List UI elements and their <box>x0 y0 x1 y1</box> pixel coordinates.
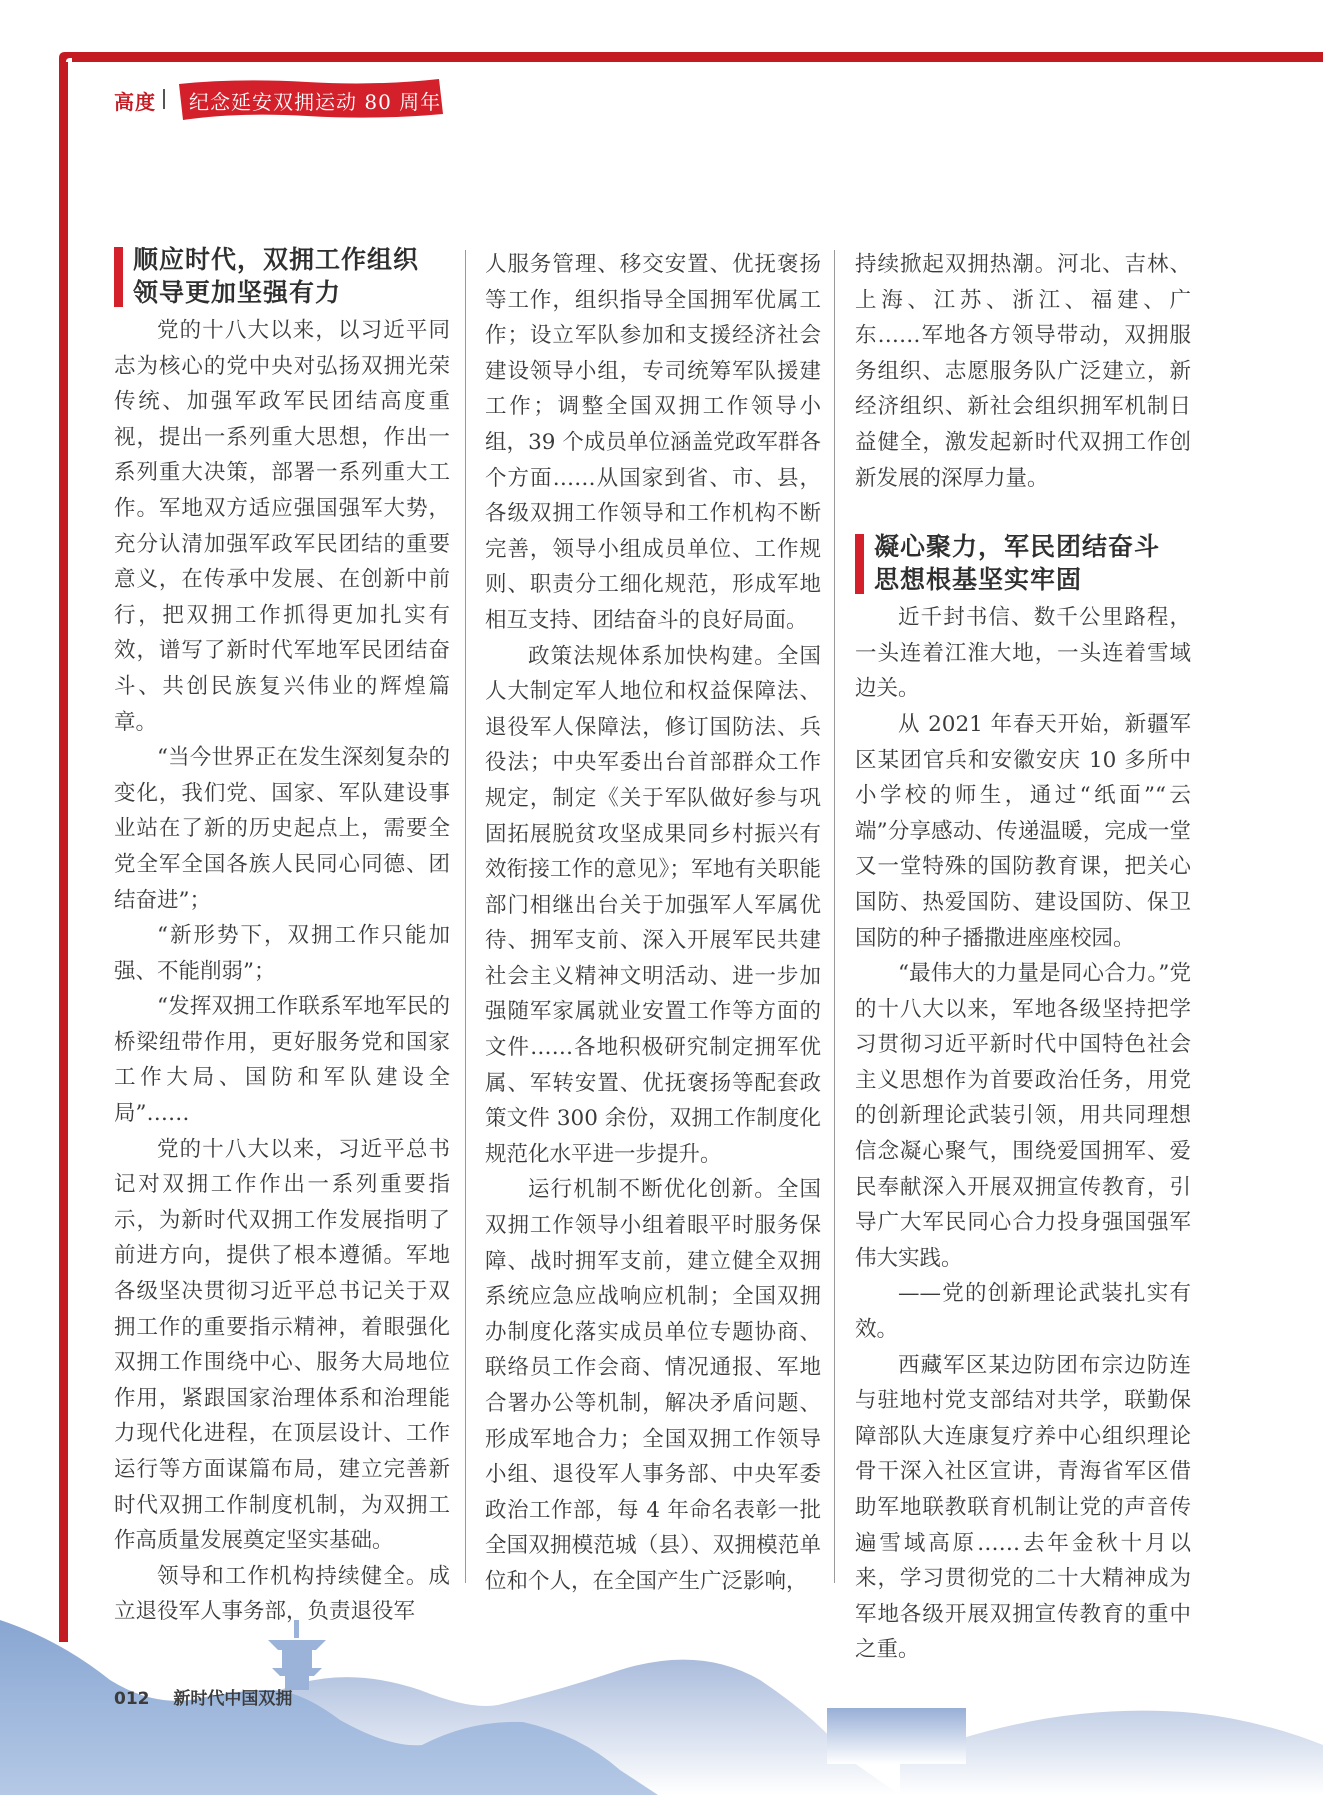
paragraph: 运行机制不断优化创新。全国双拥工作领导小组着眼平时服务保障、战时拥军支前，建立健全双拥系统应急应战响应机制；全国双拥办制度化落实成员单位专题协商、联络员工作会商、情况通报、军地合署办公等机制，解决矛盾问题、形成军地合力；全国双拥工作领导小组、退役军人事务部、中央军委政治工作部，每 4 年命名表彰一批全国双拥模范城（县）、双拥模范单位和个人，在全国产生广泛影响， <box>485 1177 821 1594</box>
column-divider <box>465 250 466 1583</box>
gate-icon <box>827 1708 966 1764</box>
heading-bar <box>114 247 123 307</box>
banner-title: 纪念延安双拥运动 80 周年 <box>189 90 442 114</box>
paragraph: 党的十八大以来，习近平总书记对双拥工作作出一系列重要指示，为新时代双拥工作发展指明了前进方向，提供了根本遵循。军地各级坚决贯彻习近平总书记关于双拥工作的重要指示精神，着眼强化双拥工作围绕中心、服务大局地位作用，紧跟国家治理体系和治理能力现代化进程，在顶层设计、工作运行等方面谋篇布局，建立完善新时代双拥工作制度机制，为双拥工作高质量发展奠定坚实基础。 <box>114 1136 450 1554</box>
paragraph-continued: 持续掀起双拥热潮。河北、吉林、上海、江苏、浙江、福建、广东……军地各方领导带动，双拥服务组织、志愿服务队广泛建立，新经济组织、新社会组织拥军机制日益健全，激发起新时代双拥工作创新发展的深厚力量。 <box>855 252 1191 491</box>
pagoda-icon <box>268 1620 326 1690</box>
section-separator <box>163 89 165 109</box>
heading-line: 顺应时代，双拥工作组织 <box>133 245 420 274</box>
heading-bar <box>855 534 864 594</box>
article-column-2 <box>485 247 821 1600</box>
quote-paragraph: “发挥双拥工作联系军地军民的桥梁纽带作用，更好服务党和国家工作大局、国防和军队建设全局”…… <box>114 994 450 1127</box>
corner-ornament-icon <box>56 48 82 74</box>
paragraph: 西藏军区某边防团布宗边防连与驻地村党支部结对共学，联勤保障部队大连康复疗养中心组织理论骨干深入社区宣讲，青海省军区借助军地联教联育机制让党的声音传遍雪域高原……去年金秋十月以来，学习贯彻党的二十大精神成为军地各级开展双拥宣传教育的重中之重。 <box>855 1352 1191 1663</box>
page-footer <box>114 1684 292 1709</box>
section-heading <box>114 243 450 309</box>
section-label: 高度 <box>114 90 156 114</box>
paragraph: 近千封书信、数千公里路程，一头连着江淮大地，一头连着雪域边关。 <box>855 605 1191 702</box>
subheading-paragraph: ——党的创新理论武装扎实有效。 <box>855 1281 1191 1343</box>
paragraph: 党的十八大以来，以习近平同志为核心的党中央对弘扬双拥光荣传统、加强军政军民团结高度重视，提出一系列重大思想，作出一系列重大决策，部署一系列重大工作。军地双方适应强国强军大势，充分认清加强军政军民团结的重要意义，在传承中发展、在创新中前行，把双拥工作抓得更加扎实有效，谱写了新时代军地军民团结奋斗、共创民族复兴伟业的辉煌篇章。 <box>114 318 450 735</box>
paragraph: 政策法规体系加快构建。全国人大制定军人地位和权益保障法、退役军人保障法，修订国防法、兵役法；中央军委出台首部群众工作规定，制定《关于军队做好参与巩固拓展脱贫攻坚成果同乡村振兴有效衔接工作的意见》；军地有关职能部门相继出台关于加强军人军属优待、拥军支前、深入开展军民共建社会主义精神文明活动、进一步加强随军家属就业安置工作等方面的文件……各地积极研究制定拥军优属、军转安置、优抚褒扬等配套政策文件 300 余份，双拥工作制度化规范化水平进一步提升。 <box>485 643 821 1167</box>
left-red-rule <box>59 62 68 1642</box>
heading-line: 领导更加坚强有力 <box>133 278 342 307</box>
quote-paragraph: “当今世界正在发生深刻复杂的变化，我们党、国家、军队建设事业站在了新的历史起点上，需要全党全军全国各族人民同心同德、团结奋进”； <box>114 745 450 913</box>
column-divider <box>834 250 835 1583</box>
quote-paragraph: “新形势下，双拥工作只能加强、不能削弱”； <box>114 923 450 984</box>
quote-paragraph: “最伟大的力量是同心合力。”党的十八大以来，军地各级坚持把学习贯彻习近平新时代中国特色社会主义思想作为首要政治任务，用党的创新理论武装引领，用共同理想信念凝心聚气，围绕爱国拥军、爱民奉献深入开展双拥宣传教育，引导广大军民同心合力投身强国强军伟大实践。 <box>855 961 1191 1271</box>
page-number: 012 <box>114 1689 150 1709</box>
paragraph: 从 2021 年春天开始，新疆军区某团官兵和安徽安庆 10 多所中小学校的师生，通过“纸面”“云端”分享感动、传递温暖，完成一堂又一堂特殊的国防教育课，把关心国防、热爱国防、建设国防、保卫国防的种子播撒进座座校园。 <box>855 711 1191 951</box>
article-column-3 <box>855 247 1191 1668</box>
publication-name: 新时代中国双拥 <box>173 1689 293 1709</box>
article-column-1 <box>114 243 450 1630</box>
top-red-rule <box>72 52 1323 62</box>
paragraph: 领导和工作机构持续健全。成立退役军人事务部，负责退役军 <box>114 1563 450 1625</box>
heading-line: 思想根基坚实牢固 <box>874 565 1083 595</box>
topic-banner <box>177 76 445 122</box>
section-heading <box>855 530 1191 596</box>
paragraph-continued: 人服务管理、移交安置、优抚褒扬等工作，组织指导全国拥军优属工作；设立军队参加和支援经济社会建设领导小组，专司统筹军队援建工作；调整全国双拥工作领导小组，39 个成员单位涵盖党政军群各个方面……从国家到省、市、县，各级双拥工作领导和工作机构不断完善，领导小组成员单位、工作规则、职责分工细化规范，形成军地相互支持、团结奋斗的良好局面。 <box>485 252 821 633</box>
heading-line: 凝心聚力，军民团结奋斗 <box>874 532 1161 562</box>
